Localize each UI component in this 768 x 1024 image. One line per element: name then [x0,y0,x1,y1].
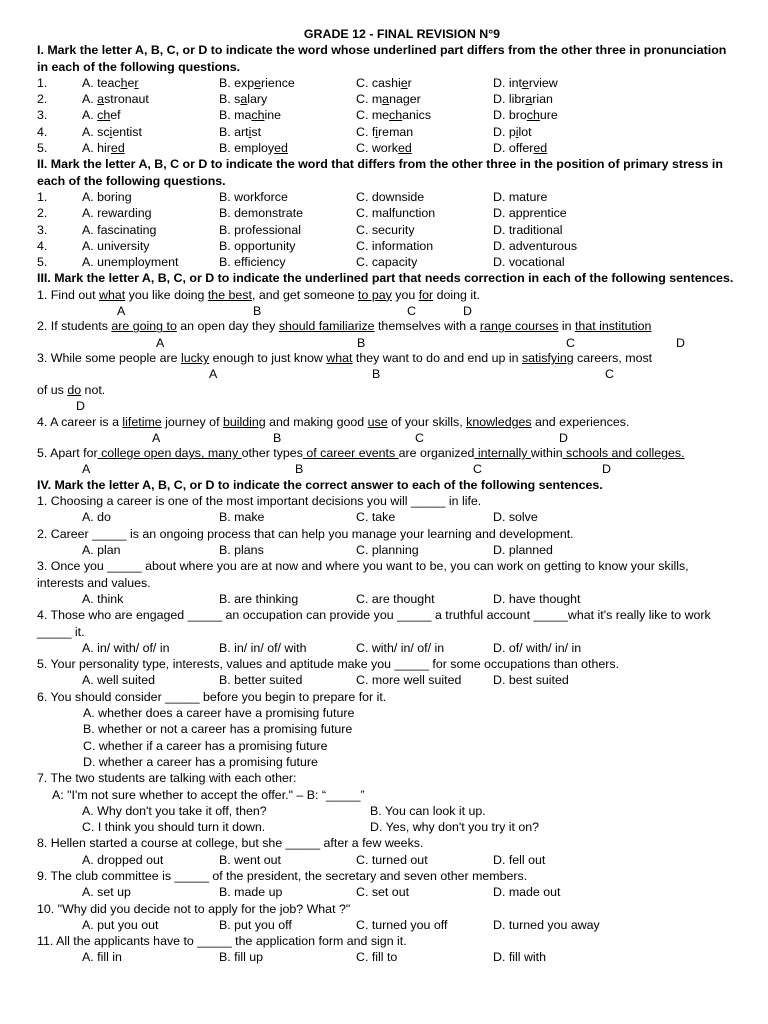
s4-q7-dialog: A: "I'm not sure whether to accept the offer." – B: “_____” [52,787,365,802]
option-d: D. best suited [493,673,569,688]
option-a: A. dropped out [82,852,164,867]
underlined-part: i [375,124,379,139]
underlined-part: ch [251,108,265,123]
s3-q1-letters [37,303,737,318]
text-part: 1. Find out [37,287,99,302]
letter-b: B [372,367,381,382]
text-part: 4. A career is a [37,414,123,429]
text-part: ine [264,108,282,123]
s4-question-5: 5. Your personality type, interests, values and aptitude make you _____ for some occupations than others. [37,657,620,672]
text-part: ure [539,108,558,123]
text-part: not. [81,382,106,397]
s4-q4-options [37,640,737,656]
underlined-part: i [515,124,519,139]
s4-q2-options [37,542,737,558]
underlined-part: a [240,92,248,107]
text-part: doing it. [433,287,480,302]
option-a [82,140,125,156]
question-number: 3. [37,222,48,237]
question-number: 4. [37,124,48,139]
option-d: D. Yes, why don't you try it on? [370,820,540,835]
s3-question-4 [37,414,737,430]
option-b: B. opportunity [219,238,296,253]
underlined-part: internally [474,446,531,461]
option-c: C. turned you off [356,917,448,932]
text-part: D. int [493,75,522,90]
option-a [82,91,149,107]
text-part: and experiences. [531,414,630,429]
s4-question-11: 11. All the applicants have to _____ the application form and sign it. [37,934,407,949]
underlined-part: what [99,287,126,302]
section-1-list [37,75,737,156]
text-part: C. cashi [356,75,401,90]
text-part: B. art [219,124,249,139]
text-part: lary [247,92,268,107]
text-part: journey of [161,414,223,429]
s4-q9-options [37,884,737,900]
option-c [356,75,412,91]
text-part: of us [37,382,68,397]
option-a [82,124,142,140]
option-c: C. fill to [356,950,398,965]
text-part: within [530,446,563,461]
s1-question-row [37,107,737,123]
text-part: rience [261,75,295,90]
s1-question-row [37,124,737,140]
text-part: lot [518,124,532,139]
option-a [82,107,121,123]
text-part: D. libr [493,92,526,107]
option-a: A. do [82,510,111,525]
text-part: ef [110,108,121,123]
text-part: C. me [356,108,390,123]
text-part: 5. [37,446,51,461]
text-part: 2. If students [37,319,112,334]
s2-question-row [37,238,737,254]
s4-question-1: 1. Choosing a career is one of the most important decisions you will _____ in life. [37,494,482,509]
s4-q7-options-cd [37,819,737,835]
text-part: rview [528,75,558,90]
underlined-part: i [248,124,252,139]
s4-q7-options-ab [37,803,737,819]
text-part: other types [241,446,303,461]
text-part: D. offer [493,141,534,156]
underlined-part: ch [526,108,540,123]
option-a: A. fill in [82,950,122,965]
letter-d: D [463,304,472,319]
option-c: C. with/ in/ of/ in [356,640,445,655]
s4-question-3: 3. Once you _____ about where you are at now and where you want to be, you can work on getting to know your skills, interests and values. [37,559,689,590]
letter-b: B [253,304,262,319]
s1-question-row [37,140,737,156]
text-part: B. exp [219,75,255,90]
section-3-heading: III. Mark the letter A, B, C, or D to indicate the underlined part that needs correction in each of the following sentences. [37,271,734,286]
s4-q1-options [37,509,737,525]
option-c [356,140,412,156]
s3-question-3-cont [37,382,737,398]
underlined-part: the best [207,287,252,302]
option-b: B. make [219,510,265,525]
s3-question-3 [37,350,737,366]
underlined-part: a [97,92,105,107]
underlined-part: schools and colleges. [562,446,685,461]
option-d: D. turned you away [493,917,600,932]
s3-q5-letters [37,461,737,476]
underlined-part: college open days, many [97,446,242,461]
option-a: A. put you out [82,917,159,932]
option-c [356,91,421,107]
underlined-part: a [525,92,533,107]
s4-q10-options [37,917,737,933]
letter-d: D [602,462,611,477]
option-d: D. of/ with/ in/ in [493,640,582,655]
text-part: st [251,124,262,139]
question-number: 3. [37,108,48,123]
s4-q5-options [37,672,737,688]
s2-question-row [37,254,737,270]
s1-question-row [37,91,737,107]
option-d: D. traditional [493,222,563,237]
underlined-part: for [418,287,434,302]
text-part: an open day they [176,319,279,334]
option-c: C. security [356,222,415,237]
option-c: C. malfunction [356,206,436,221]
option-c: C. more well suited [356,673,462,688]
s3-question-5 [37,445,737,461]
letter-c: C [605,367,614,382]
option-d: D. adventurous [493,238,578,253]
text-part: 3. While some people are [37,351,181,366]
underlined-part: ch [97,108,111,123]
option-b: B. professional [219,222,301,237]
s3-q3-letters-abc [37,366,737,381]
text-part: themselves with a [374,319,480,334]
question-number: 5. [37,255,48,270]
underlined-part: building [222,414,266,429]
option-d [493,107,558,123]
option-a: A. plan [82,543,121,558]
text-part: C. f [356,124,376,139]
text-part: anics [402,108,432,123]
underlined-part: e [400,75,408,90]
question-number: 4. [37,238,48,253]
text-part: D. p [493,124,516,139]
text-part: nager [389,92,421,107]
text-part: and making good [265,414,368,429]
option-b: B. better suited [219,673,303,688]
s4-question-2: 2. Career _____ is an ongoing process that can help you manage your learning and development. [37,526,574,541]
option-c: C. I think you should turn it down. [82,820,266,835]
letter-c: C [407,304,416,319]
letter-a: A [152,430,161,445]
underlined-part: r [134,75,139,90]
s4-question-4: 4. Those who are engaged _____ an occupation can provide you _____ a truthful account _____what it's really like to work _____ it. [37,608,711,639]
question-number: 1. [37,189,48,204]
option-c: C. planning [356,543,419,558]
option-d: D. fell out [493,852,546,867]
s3-q4-letters [37,430,737,445]
option-a: A. well suited [82,673,156,688]
letter-a: A [156,335,165,350]
text-part: , and get someone [251,287,359,302]
letter-b: B [295,462,304,477]
s4-q3-options [37,591,737,607]
letter-d: D [559,430,568,445]
option-b: B. whether or not a career has a promising future [83,722,353,737]
s4-question-7: 7. The two students are talking with each other: [37,771,297,786]
option-a [82,75,139,91]
s4-question-8: 8. Hellen started a course at college, but she _____ after a few weeks. [37,836,424,851]
s4-q11-options [37,949,737,965]
text-part: enough to just know [209,351,327,366]
text-part: reman [378,124,414,139]
s4-question-6: 6. You should consider _____ before you begin to prepare for it. [37,689,387,704]
text-part: C. work [356,141,398,156]
option-d [493,124,532,140]
worksheet-title: GRADE 12 - FINAL REVISION N°9 [303,27,501,41]
text-part: C. m [356,92,383,107]
option-c: C. whether if a career has a promising future [83,738,328,753]
letter-d: D [676,335,685,350]
option-c [356,107,431,123]
section-2-heading: II. Mark the letter A, B, C or D to indicate the word that differs from the other three in the position of primary stress in each of the following questions. [37,157,723,188]
text-part: of your skills, [387,414,467,429]
option-a: A. think [82,591,124,606]
question-number: 5. [37,141,48,156]
text-part: B. ma [219,108,252,123]
underlined-part: should familiarize [278,319,375,334]
option-d: D. solve [493,510,538,525]
s2-question-row [37,205,737,221]
option-b: B. fill up [219,950,264,965]
option-a: A. set up [82,885,131,900]
underlined-part: h [120,75,128,90]
underlined-part: a [382,92,390,107]
letter-a: A [82,462,91,477]
option-b: B. in/ in/ of/ with [219,640,307,655]
option-b: B. efficiency [219,255,286,270]
letter-b: B [357,335,366,350]
option-c [356,124,413,140]
s1-question-row [37,75,737,91]
option-b: B. put you off [219,917,292,932]
text-part: A. teac [82,75,121,90]
option-a: A. Why don't you take it off, then? [82,803,267,818]
option-d: D. mature [493,189,548,204]
s3-question-1 [37,287,737,303]
text-part: Apart for [50,446,98,461]
option-a: A. whether does a career have a promising future [83,706,355,721]
s3-q3-letters-d [37,398,737,413]
underlined-part: e [254,75,262,90]
text-part: they want to do and end up in [352,351,522,366]
option-a: A. unemployment [82,255,179,270]
question-number: 1. [37,75,48,90]
option-b [219,91,267,107]
option-b: B. workforce [219,189,288,204]
text-part: B. employ [219,141,275,156]
option-c: C. turned out [356,852,428,867]
underlined-part: satisfying [521,351,574,366]
option-b [219,124,261,140]
text-part: D. bro [493,108,527,123]
option-b [219,140,288,156]
question-number: 2. [37,206,48,221]
option-d [493,75,558,91]
option-c: C. are thought [356,591,435,606]
option-b: B. went out [219,852,281,867]
option-c: C. information [356,238,434,253]
text-part: e [127,75,135,90]
underlined-part: ch [389,108,403,123]
option-c: C. set out [356,885,410,900]
underlined-part: i [109,124,113,139]
option-a: A. fascinating [82,222,157,237]
option-b [219,75,295,91]
option-b: B. demonstrate [219,206,304,221]
text-part: in [558,319,575,334]
option-a: A. rewarding [82,206,152,221]
text-part: you [391,287,419,302]
question-number: 2. [37,92,48,107]
underlined-part: lifetime [122,414,162,429]
section-4-heading: IV. Mark the letter A, B, C, or D to indicate the correct answer to each of the following sentences. [37,477,603,492]
option-d [493,91,553,107]
text-part: B. s [219,92,241,107]
underlined-part: ed [110,141,125,156]
s2-question-row [37,189,737,205]
text-part: you like doing [125,287,208,302]
option-b: B. made up [219,885,283,900]
underlined-part: ed [533,141,548,156]
underlined-part: are going to [111,319,177,334]
text-part: A. [82,92,98,107]
underlined-part: range courses [479,319,559,334]
underlined-part: ed [398,141,412,156]
option-a: A. university [82,238,150,253]
underlined-part: what [326,351,353,366]
underlined-part: to pay [358,287,392,302]
underlined-part: of career events [302,446,399,461]
text-part: r [407,75,412,90]
option-c: C. capacity [356,255,418,270]
letter-b: B [273,430,282,445]
text-part: entist [112,124,142,139]
s3-question-2 [37,318,737,334]
letter-a: A [117,304,126,319]
s4-question-9: 9. The club committee is _____ of the president, the secretary and seven other members. [37,869,528,883]
section-1-heading: I. Mark the letter A, B, C, or D to indicate the word whose underlined part differs from the other three in pronunciation in each of the following questions. [37,43,727,74]
underlined-part: ed [274,141,288,156]
option-a: A. boring [82,189,132,204]
option-d: D. made out [493,885,561,900]
option-d: D. fill with [493,950,547,965]
option-c: C. take [356,510,396,525]
option-c: C. downside [356,189,425,204]
section-2-list [37,189,737,270]
text-part: A. sc [82,124,110,139]
letter-c: C [473,462,482,477]
underlined-part: knowledges [466,414,532,429]
s2-question-row [37,222,737,238]
option-a: A. in/ with/ of/ in [82,640,170,655]
underlined-part: use [367,414,388,429]
text-part: stronaut [104,92,149,107]
option-b: B. You can look it up. [370,803,486,818]
underlined-part: do [67,382,82,397]
option-b: B. are thinking [219,591,299,606]
text-part: A. [82,108,98,123]
worksheet [37,26,737,966]
underlined-part: that institution [574,319,652,334]
option-b: B. plans [219,543,264,558]
option-d: D. apprentice [493,206,567,221]
letter-c: C [566,335,575,350]
underlined-part: e [521,75,529,90]
option-d: D. have thought [493,591,581,606]
option-d: D. planned [493,543,553,558]
option-d: D. vocational [493,255,565,270]
letter-c: C [415,430,424,445]
letter-d: D [76,399,85,414]
underlined-part: lucky [180,351,210,366]
option-b [219,107,281,123]
text-part: are organized [398,446,475,461]
text-part: careers, most [573,351,653,366]
s4-q8-options [37,852,737,868]
s3-q2-letters [37,335,737,350]
text-part: rian [532,92,553,107]
option-d [493,140,547,156]
s4-question-10: 10. "Why did you decide not to apply for the job? What ?" [37,901,351,916]
option-d: D. whether a career has a promising future [83,754,318,769]
letter-a: A [209,367,218,382]
text-part: A. hir [82,141,111,156]
